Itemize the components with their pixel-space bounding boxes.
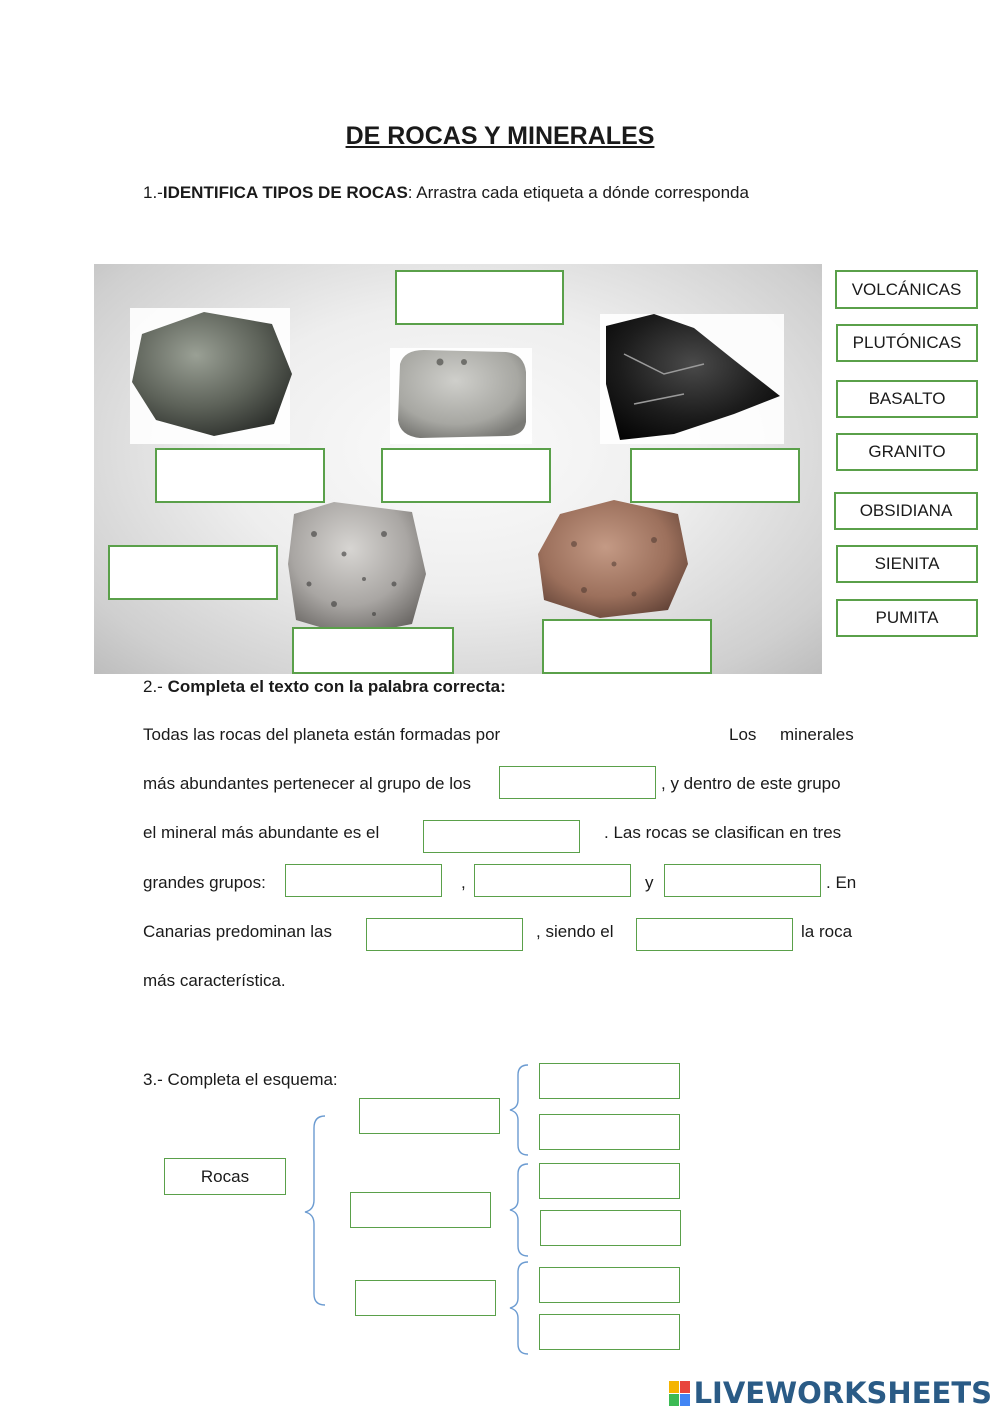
logo-square-4 — [680, 1394, 690, 1406]
text-line-2a: más abundantes pertenecer al grupo de los — [143, 774, 471, 793]
logo-text: LIVEWORKSHEETS — [693, 1376, 992, 1410]
label-plutonicas[interactable]: PLUTÓNICAS — [836, 324, 978, 362]
text-line-3a: el mineral más abundante es el — [143, 823, 380, 842]
text-line-3b: . Las rocas se clasifican en tres — [604, 823, 842, 842]
question-3: 3.- Completa el esquema: — [143, 1070, 338, 1089]
text-line-4b: , — [461, 873, 466, 892]
label-granito[interactable]: GRANITO — [836, 433, 978, 471]
scheme-level1-box-1[interactable] — [359, 1098, 500, 1134]
label-sienita[interactable]: SIENITA — [836, 545, 978, 583]
liveworksheets-logo — [669, 1376, 992, 1410]
label-pumita[interactable]: PUMITA — [836, 599, 978, 637]
text-line-4d: . En — [826, 873, 857, 892]
text-line-4c: y — [645, 873, 654, 892]
scheme-level1-box-3[interactable] — [355, 1280, 496, 1316]
logo-square-2 — [680, 1381, 690, 1393]
text-line-2b: , y dentro de este grupo — [661, 774, 841, 793]
page-title: DE ROCAS Y MINERALES — [345, 122, 655, 150]
question-1-heading: IDENTIFICA TIPOS DE ROCAS — [162, 183, 408, 202]
question-1-number: 1.- — [143, 183, 163, 202]
scheme-root: Rocas — [164, 1158, 286, 1195]
text-line-6: más característica. — [143, 971, 286, 990]
question-2-number: 2.- — [143, 677, 168, 696]
label-basalto[interactable]: BASALTO — [836, 380, 978, 418]
logo-square-3 — [669, 1394, 679, 1406]
scheme-level2-box-2[interactable] — [539, 1114, 680, 1150]
scheme-level2-box-5[interactable] — [539, 1267, 680, 1303]
text-line-1a: Todas las rocas del planeta están formadas por — [143, 725, 501, 744]
question-2-heading: Completa el texto con la palabra correcta: — [167, 677, 506, 696]
scheme-level2-box-3[interactable] — [539, 1163, 680, 1199]
text-line-4a: grandes grupos: — [143, 873, 266, 892]
scheme-level2-box-1[interactable] — [539, 1063, 680, 1099]
label-obsidiana[interactable]: OBSIDIANA — [834, 492, 978, 530]
logo-square-1 — [669, 1381, 679, 1393]
scheme-level1-box-2[interactable] — [350, 1192, 491, 1228]
text-line-5a: Canarias predominan las — [143, 922, 332, 941]
text-line-5b: , siendo el — [536, 922, 614, 941]
scheme-level2-box-6[interactable] — [539, 1314, 680, 1350]
logo-grid-icon — [669, 1381, 690, 1406]
text-line-5c: la roca — [801, 922, 853, 941]
question-1-instruction: : Arrastra cada etiqueta a dónde corresponda — [407, 183, 749, 202]
scheme-level2-box-4[interactable] — [540, 1210, 681, 1246]
text-line-1b: Los minerales — [729, 725, 854, 744]
label-volcanicas[interactable]: VOLCÁNICAS — [835, 270, 978, 309]
